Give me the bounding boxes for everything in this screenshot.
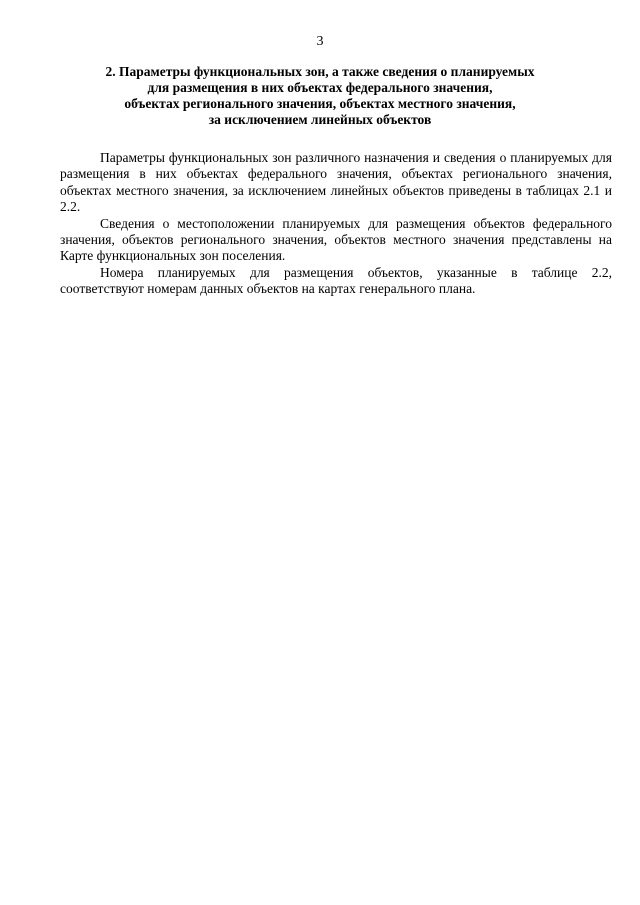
section-heading-line-4: за исключением линейных объектов	[208, 112, 432, 127]
section-heading-line-3: объектах регионального значения, объектах местного значения,	[124, 96, 516, 111]
section-heading	[60, 64, 580, 128]
paragraph-object-numbers: Номера планируемых для размещения объектов, указанные в таблице 2.2, соответствуют номерам данных объектов на картах генерального плана.	[60, 264, 612, 297]
section-heading-line-2: для размещения в них объектах федерального значения,	[147, 80, 493, 95]
page-number: 3	[316, 34, 324, 49]
paragraph-location-info: Сведения о местоположении планируемых для размещения объектов федерального значения, объектов регионального значения, объектов местного значения представлены на Карте функциональных зон поселения.	[60, 215, 612, 264]
section-heading-line-1: 2. Параметры функциональных зон, а также сведения о планируемых	[105, 64, 535, 79]
paragraph-functional-zones: Параметры функциональных зон различного назначения и сведения о планируемых для размещения в них объектах федерального значения, объектах регионального значения, объектах местного значения, за исключением линейных объектов приведены в таблицах 2.1 и 2.2.	[60, 150, 612, 215]
body-text	[60, 150, 612, 298]
